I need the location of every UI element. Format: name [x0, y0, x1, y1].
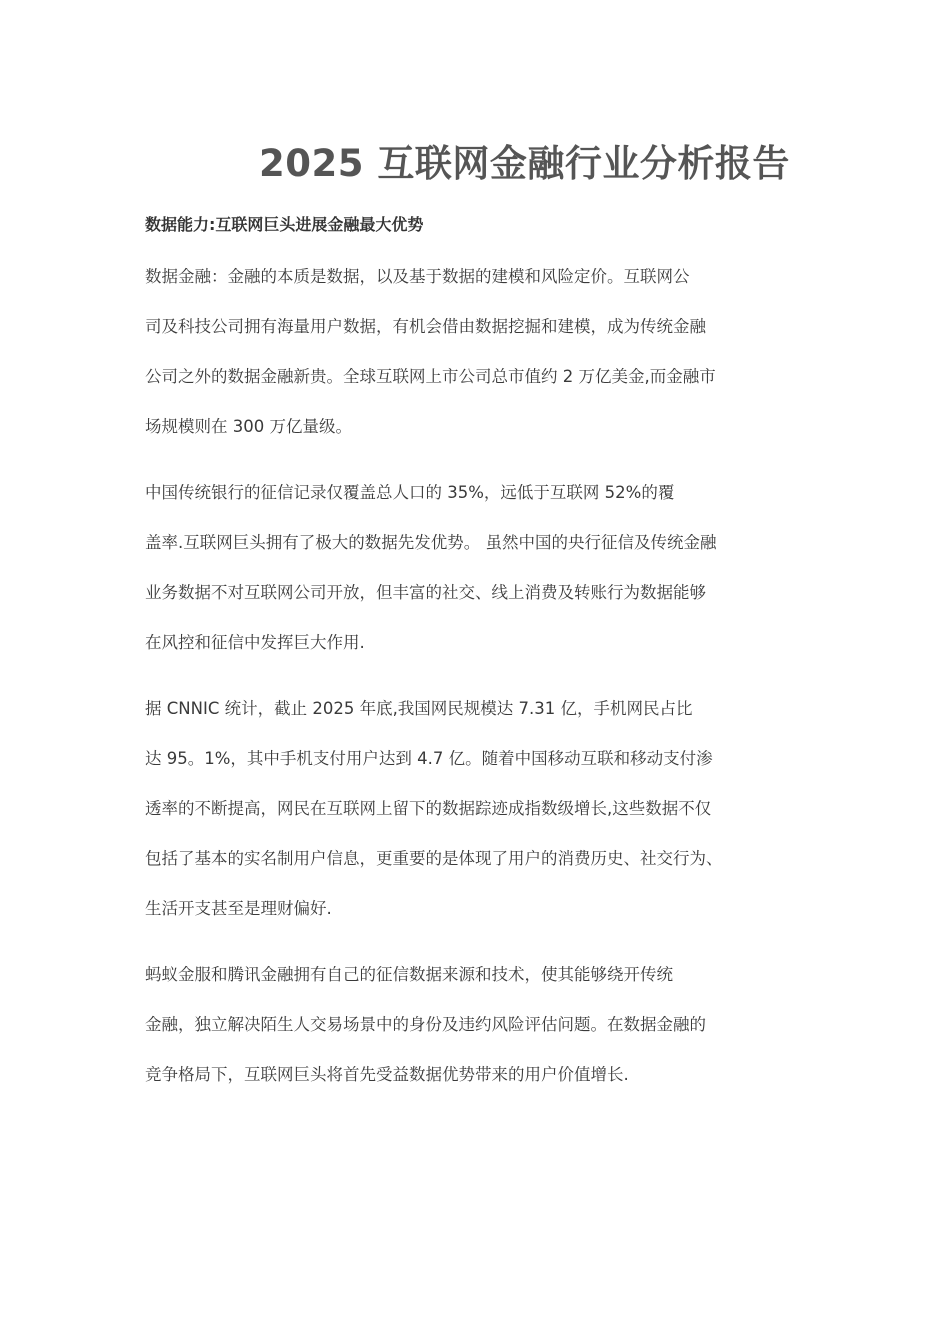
- paragraph-line: 达 95。1%，其中手机支付用户达到 4.7 亿。随着中国移动互联和移动支付渗: [145, 749, 713, 768]
- paragraph-line: 场规模则在 300 万亿量级。: [145, 417, 352, 436]
- section-heading: 数据能力:互联网巨头进展金融最大优势: [145, 215, 424, 234]
- paragraph-line: 竞争格局下，互联网巨头将首先受益数据优势带来的用户价值增长.: [145, 1065, 629, 1084]
- paragraph-line: 包括了基本的实名制用户信息，更重要的是体现了用户的消费历史、社交行为、: [145, 849, 723, 868]
- paragraph-line: 生活开支甚至是理财偏好.: [145, 899, 332, 918]
- paragraph-line: 据 CNNIC 统计，截止 2025 年底,我国网民规模达 7.31 亿，手机网民占比: [145, 699, 693, 718]
- paragraph-line: 司及科技公司拥有海量用户数据，有机会借由数据挖掘和建模，成为传统金融: [145, 317, 706, 336]
- paragraph-line: 金融，独立解决陌生人交易场景中的身份及违约风险评估问题。在数据金融的: [145, 1015, 706, 1034]
- paragraph-line: 盖率.互联网巨头拥有了极大的数据先发优势。 虽然中国的央行征信及传统金融: [145, 533, 717, 552]
- paragraph-line: 中国传统银行的征信记录仅覆盖总人口的 35%，远低于互联网 52%的覆: [145, 483, 675, 502]
- paragraph-cnnic-statistics: [145, 684, 810, 934]
- paragraph-ant-tencent: [145, 950, 810, 1100]
- paragraph-data-finance: [145, 252, 810, 452]
- paragraph-line: 公司之外的数据金融新贵。全球互联网上市公司总市值约 2 万亿美金,而金融市: [145, 367, 716, 386]
- document-title: 2025 互联网金融行业分析报告: [259, 142, 790, 185]
- paragraph-line: 透率的不断提高，网民在互联网上留下的数据踪迹成指数级增长,这些数据不仅: [145, 799, 712, 818]
- paragraph-line: 在风控和征信中发挥巨大作用.: [145, 633, 365, 652]
- paragraph-line: 业务数据不对互联网公司开放，但丰富的社交、线上消费及转账行为数据能够: [145, 583, 706, 602]
- paragraph-line: 蚂蚁金服和腾讯金融拥有自己的征信数据来源和技术，使其能够绕开传统: [145, 965, 673, 984]
- paragraph-line: 数据金融：金融的本质是数据，以及基于数据的建模和风险定价。互联网公: [145, 267, 690, 286]
- paragraph-credit-coverage: [145, 468, 810, 668]
